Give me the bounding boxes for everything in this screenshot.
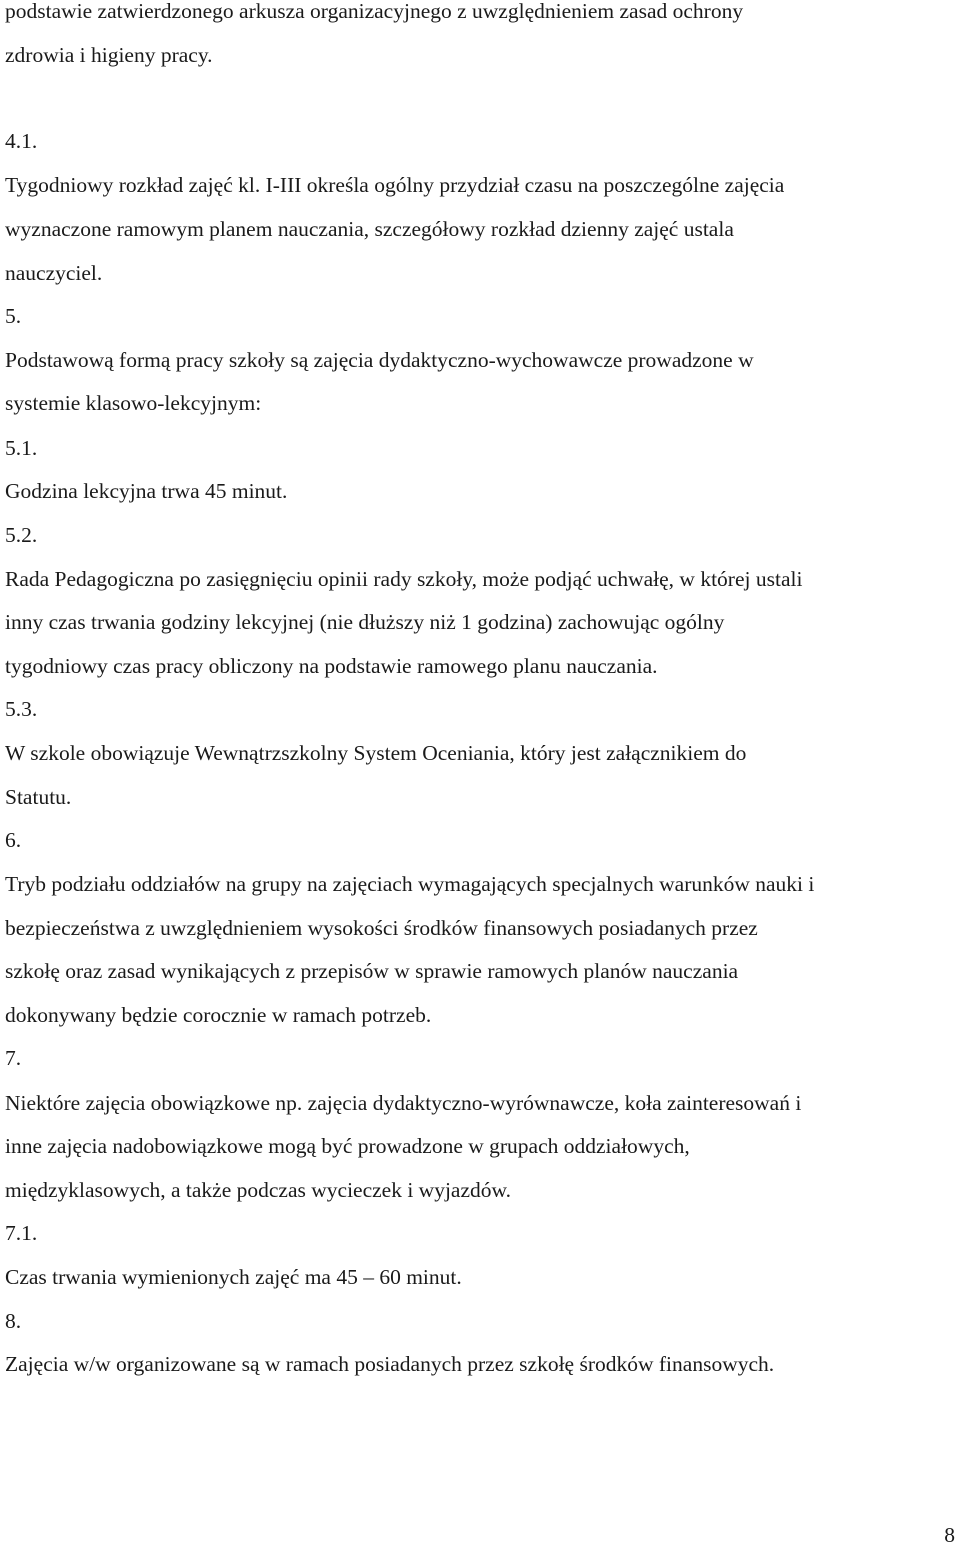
- text-line: Statutu.: [5, 785, 72, 809]
- section-number: 5.: [5, 304, 22, 328]
- section-number: 5.3.: [5, 697, 38, 721]
- text-line: podstawie zatwierdzonego arkusza organizacyjnego z uwzględnieniem zasad ochrony: [5, 0, 744, 23]
- text-line: dokonywany będzie corocznie w ramach potrzeb.: [5, 1003, 432, 1027]
- text-line: bezpieczeństwa z uwzględnieniem wysokości środków finansowych posiadanych przez: [5, 916, 758, 940]
- section-number: 5.2.: [5, 523, 38, 547]
- text-line: szkołę oraz zasad wynikających z przepisów w sprawie ramowych planów nauczania: [5, 959, 739, 983]
- text-line: tygodniowy czas pracy obliczony na podstawie ramowego planu nauczania.: [5, 654, 658, 678]
- text-line: Tryb podziału oddziałów na grupy na zajęciach wymagających specjalnych warunków nauki i: [5, 872, 815, 896]
- text-line: międzyklasowych, a także podczas wycieczek i wyjazdów.: [5, 1178, 512, 1202]
- text-line: zdrowia i higieny pracy.: [5, 43, 213, 67]
- text-line: inne zajęcia nadobowiązkowe mogą być prowadzone w grupach oddziałowych,: [5, 1134, 690, 1158]
- text-line: Niektóre zajęcia obowiązkowe np. zajęcia dydaktyczno-wyrównawcze, koła zainteresowań i: [5, 1091, 802, 1115]
- text-line: nauczyciel.: [5, 261, 103, 285]
- text-line: Czas trwania wymienionych zajęć ma 45 – 60 minut.: [5, 1265, 462, 1289]
- text-line: Rada Pedagogiczna po zasięgnięciu opinii rady szkoły, może podjąć uchwałę, w której ustali: [5, 567, 803, 591]
- text-line: Zajęcia w/w organizowane są w ramach posiadanych przez szkołę środków finansowych.: [5, 1352, 775, 1376]
- section-number: 7.1.: [5, 1221, 38, 1245]
- text-line: inny czas trwania godziny lekcyjnej (nie dłuższy niż 1 godzina) zachowując ogólny: [5, 610, 725, 634]
- section-number: 6.: [5, 828, 22, 852]
- page-number: 8: [944, 1523, 955, 1547]
- text-line: Godzina lekcyjna trwa 45 minut.: [5, 479, 288, 503]
- text-line: Tygodniowy rozkład zajęć kl. I-III określa ogólny przydział czasu na poszczególne zajęcia: [5, 173, 785, 197]
- text-line: wyznaczone ramowym planem nauczania, szczegółowy rozkład dzienny zajęć ustala: [5, 217, 734, 241]
- text-line: Podstawową formą pracy szkoły są zajęcia dydaktyczno-wychowawcze prowadzone w: [5, 348, 754, 372]
- section-number: 8.: [5, 1309, 22, 1333]
- text-line: W szkole obowiązuje Wewnątrzszkolny System Oceniania, który jest załącznikiem do: [5, 741, 747, 765]
- section-number: 5.1.: [5, 436, 38, 460]
- section-number: 7.: [5, 1046, 22, 1070]
- text-line: systemie klasowo-lekcyjnym:: [5, 391, 262, 415]
- section-number: 4.1.: [5, 129, 38, 153]
